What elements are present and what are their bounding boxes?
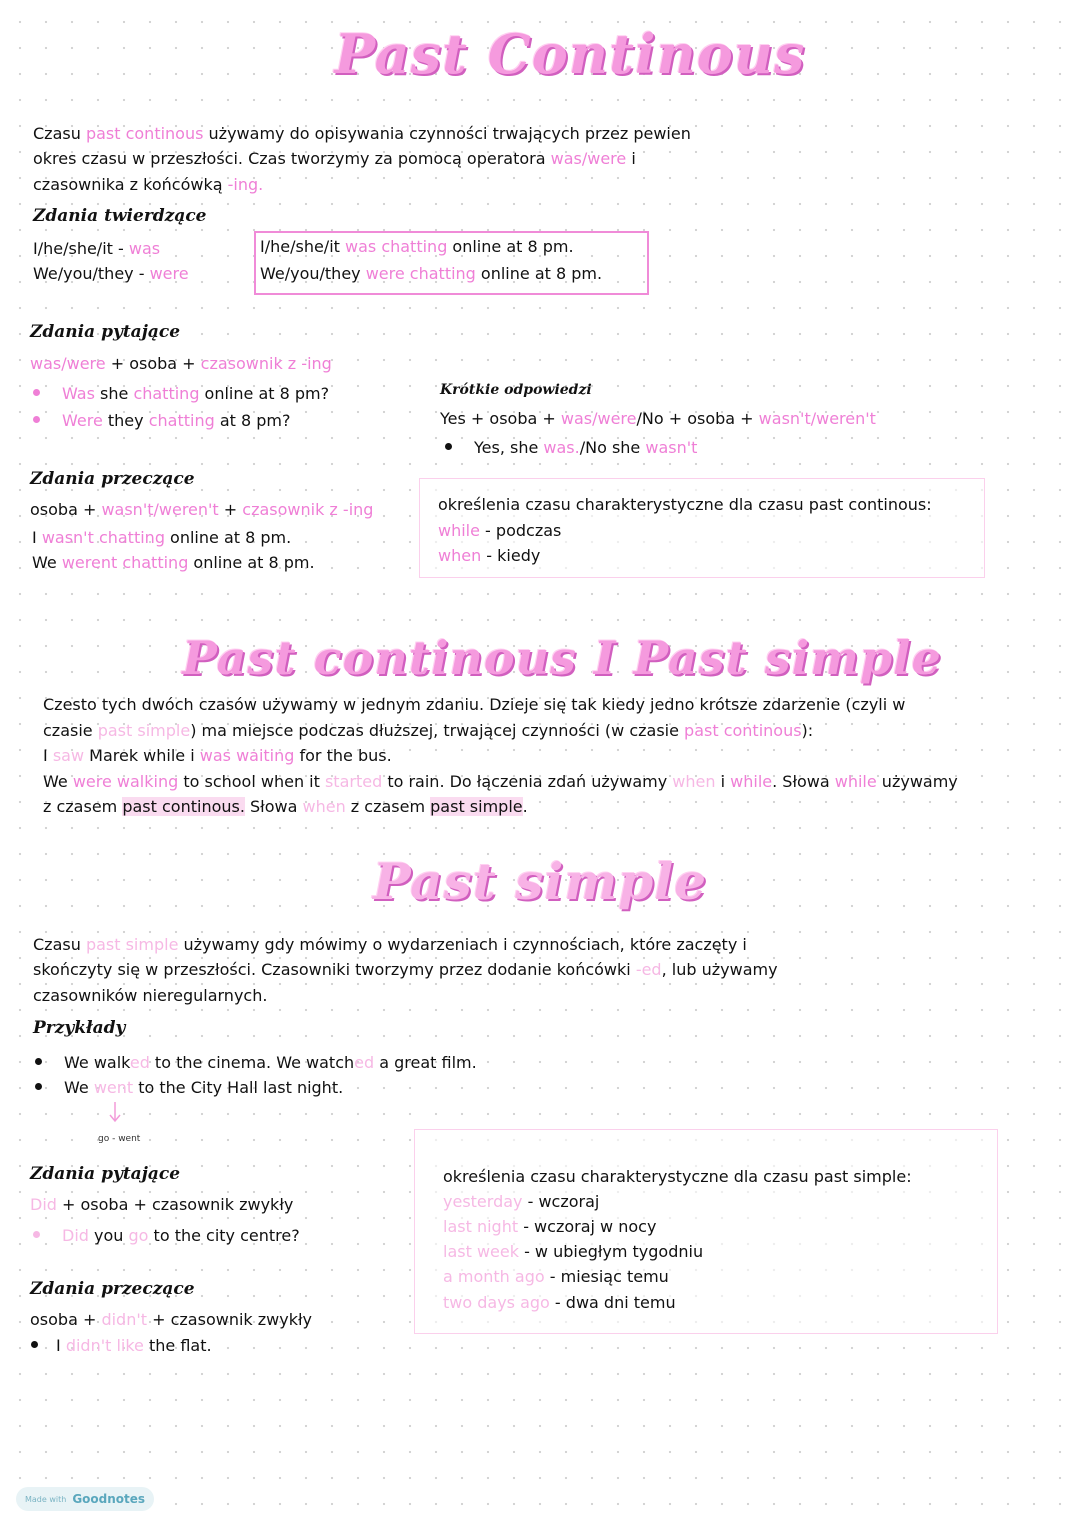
bullet-icon xyxy=(33,389,40,396)
pc-short-answers-example: Yes, she was./No she wasn't xyxy=(445,435,697,461)
ps-negative-heading: Zdania przeczące xyxy=(30,1279,195,1299)
combined-line-4: We were walking to school when it started to rain. Do łączenia zdań używamy when i while. Słowa while używamy xyxy=(43,772,958,791)
ps-time-expression-last-night: last night - wczoraj w nocy xyxy=(443,1217,657,1236)
title-past-simple: Past simple xyxy=(372,852,708,911)
ps-time-expressions-title: określenia czasu charakterystyczne dla czasu past simple: xyxy=(443,1167,912,1186)
ps-negative-example: I didn't like the flat. xyxy=(31,1333,212,1359)
pc-affirmative-form-1: I/he/she/it - was xyxy=(33,239,161,258)
pc-negative-heading: Zdania przeczące xyxy=(30,469,195,489)
ps-example-2: We went to the City Hall last night. xyxy=(35,1075,343,1101)
pc-time-expressions-title: określenia czasu charakterystyczne dla czasu past continous: xyxy=(438,495,932,514)
bullet-icon xyxy=(35,1058,42,1065)
pc-affirmative-example-1: I/he/she/it was chatting online at 8 pm. xyxy=(260,237,574,256)
pc-intro-line-2: okres czasu w przeszłości. Czas tworzymy za pomocą operatora was/were i xyxy=(33,149,636,168)
pc-affirmative-example-2: We/you/they were chatting online at 8 pm. xyxy=(260,264,603,283)
combined-line-5: z czasem past continous. Słowa when z czasem past simple. xyxy=(43,797,528,816)
pc-questions-formula: was/were + osoba + czasownik z -ing xyxy=(30,354,332,373)
arrow-down-icon xyxy=(106,1100,124,1126)
bullet-icon xyxy=(35,1083,42,1090)
ps-questions-formula: Did + osoba + czasownik zwykły xyxy=(30,1195,294,1214)
ps-time-expression-yesterday: yesterday - wczoraj xyxy=(443,1192,600,1211)
badge-made-with: Made with xyxy=(25,1494,67,1504)
pc-questions-heading: Zdania pytające xyxy=(30,322,181,342)
bullet-icon xyxy=(445,443,452,450)
pc-negative-example-1: I wasn't chatting online at 8 pm. xyxy=(32,528,292,547)
ps-intro-line-1: Czasu past simple używamy gdy mówimy o wydarzeniach i czynnościach, które zaczęty i xyxy=(33,935,747,954)
title-past-continuous: Past Continous xyxy=(334,22,806,86)
pc-negative-example-2: We werent chatting online at 8 pm. xyxy=(32,553,315,572)
pc-short-answers-heading: Krótkie odpowiedzi xyxy=(440,382,592,398)
ps-example-1: We walked to the cinema. We watched a great film. xyxy=(35,1050,477,1076)
combined-line-2: czasie past simple) ma miejsce podczas dłuższej, trwającej czynności (w czasie past continous): xyxy=(43,721,814,740)
ps-questions-heading: Zdania pytające xyxy=(30,1164,181,1184)
ps-time-expression-month-ago: a month ago - miesiąc temu xyxy=(443,1267,669,1286)
ps-negative-formula: osoba + didn't + czasownik zwykły xyxy=(30,1310,312,1329)
title-past-continuous-and-past-simple: Past continous I Past simple xyxy=(182,631,942,685)
pc-intro-line-3: czasownika z końcówką -ing. xyxy=(33,175,264,194)
combined-line-1: Czesto tych dwóch czasów używamy w jednym zdaniu. Dzieje się tak kiedy jedno krótsze zdarzenie (czyli w xyxy=(43,695,906,714)
pc-time-expression-while: while - podczas xyxy=(438,521,562,540)
bullet-icon xyxy=(33,416,40,423)
ps-question-example: Did you go to the city centre? xyxy=(33,1223,300,1249)
goodnotes-badge[interactable] xyxy=(16,1487,154,1511)
pc-negative-formula: osoba + wasn't/weren't + czasownik z -ing xyxy=(30,500,374,519)
pc-intro-line-1: Czasu past continous używamy do opisywania czynności trwających przez pewien xyxy=(33,124,691,143)
bullet-icon xyxy=(33,1231,40,1238)
pc-time-expression-when: when - kiedy xyxy=(438,546,541,565)
combined-line-3: I saw Marek while i was waiting for the bus. xyxy=(43,746,392,765)
pc-question-example-2: Were they chatting at 8 pm? xyxy=(33,408,290,434)
pc-affirmative-form-2: We/you/they - were xyxy=(33,264,189,283)
ps-irregular-note: go - went xyxy=(98,1134,141,1144)
pc-short-answers-formula: Yes + osoba + was/were/No + osoba + wasn't/weren't xyxy=(440,409,876,428)
badge-brand: Goodnotes xyxy=(72,1492,146,1506)
bullet-icon xyxy=(31,1341,38,1348)
pc-affirmative-heading: Zdania twierdzące xyxy=(33,206,207,226)
ps-intro-line-2: skończyty się w przeszłości. Czasowniki tworzymy przez dodanie końcówki -ed, lub używamy xyxy=(33,960,778,979)
ps-examples-heading: Przykłady xyxy=(33,1018,126,1038)
ps-intro-line-3: czasowników nieregularnych. xyxy=(33,986,268,1005)
pc-question-example-1: Was she chatting online at 8 pm? xyxy=(33,381,329,407)
ps-time-expression-last-week: last week - w ubiegłym tygodniu xyxy=(443,1242,704,1261)
ps-time-expression-two-days-ago: two days ago - dwa dni temu xyxy=(443,1293,676,1312)
